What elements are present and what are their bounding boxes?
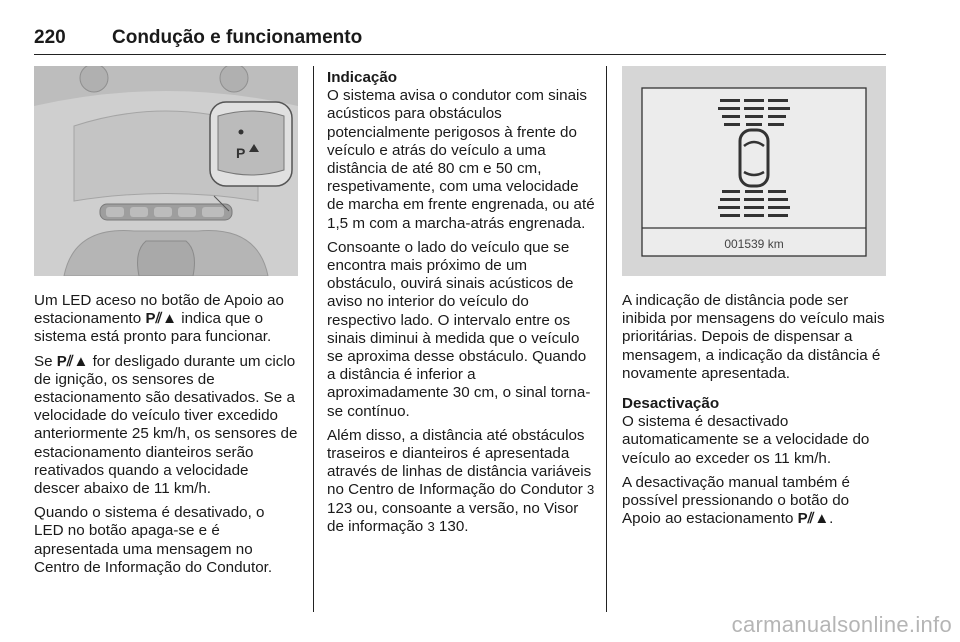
text-column-1 [34,292,298,583]
section-heading: Indicação [327,69,398,86]
cross-reference-icon: 3 [427,518,435,534]
paragraph: Quando o sistema é desativado, o LED no botão apaga-se e é apresentada uma mensagem no Centro de Informação do Condutor. [34,504,273,576]
distance-display-illustration [622,66,886,276]
paragraph: Indicação O sistema avisa o condutor com sinais acústicos para obstáculos potencialmente perigosos à frente do veículo e atrás do veículo a uma distância de até 80 cm e 50 cm, respetivamente, com uma velocidade de marcha em frente engrenada, ou até 1,5 m com a marcha-atrás engrenada. [327,69,595,232]
watermark: carmanualsonline.info [731,612,952,637]
odometer-reading: 001539 km [724,237,784,251]
paragraph: A indicação de distância pode ser inibida por mensagens do veículo mais prioritárias. Depois de dispensar a mensagem, a indicação da distância é novamente apresentada. [622,292,885,382]
text-column-3 [622,292,886,534]
paragraph: Desactivação O sistema é desactivado automaticamente se a velocidade do veículo ao exceder os 11 km/h. [622,395,886,468]
paragraph: Consoante o lado do veículo que se encontra mais próximo de um obstáculo, ouvirá sinais acústicos de aviso no interior do veículo do respectivo lado. O intervalo entre os sinais diminui à medida que o veículo se aproxima desse obstáculo. Quando a distância é inferior a aproximadamente 30 cm, o sinal torna-se contínuo. [327,238,591,420]
park-assist-symbol: P⫽▲ [797,510,830,528]
paragraph: A desactivação manual também é possível pressionando o botão do Apoio ao estacionamento P⫽▲. [622,473,850,528]
park-assist-button-label: P [236,145,246,161]
text-column-2 [327,69,595,542]
console-drawing [34,66,298,276]
paragraph: Se P⫽▲ for desligado durante um ciclo de ignição, os sensores de estacionamento são desativados. Se a velocidade do veículo tiver excedido anteriormente 25 km/h, os sensores de estacionamento dianteiros serão reativados quando a velocidade descer abaixo de 11 km/h. [34,352,298,498]
page-header [34,26,886,55]
page-number: 220 [34,27,66,48]
page-title: Condução e funcionamento [112,27,363,48]
section-heading: Desactivação [622,395,720,413]
paragraph: Um LED aceso no botão de Apoio ao estacionamento P⫽▲ indica que o sistema está pronto para funcionar. [34,292,284,346]
column-divider [313,66,314,612]
paragraph: Além disso, a distância até obstáculos traseiros e dianteiros é apresentada através de linhas de distância variáveis no Centro de Informação do Condutor 3 123 ou, consoante a versão, no Visor de informação 3 130. [327,426,595,535]
column-divider [606,66,607,612]
console-illustration [34,66,298,276]
cross-reference-icon: 3 [587,482,595,498]
distance-display-drawing [622,66,886,276]
park-assist-symbol: P⫽▲ [145,310,177,328]
park-assist-symbol: P⫽▲ [56,352,89,370]
